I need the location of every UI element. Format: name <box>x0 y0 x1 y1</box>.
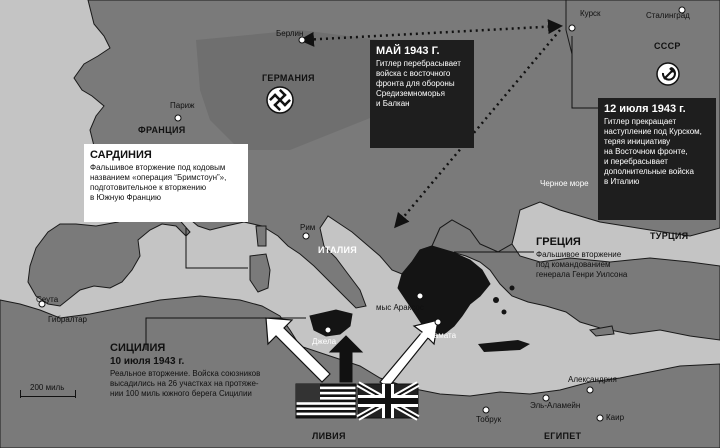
city-label-kursk: Курск <box>580 9 601 18</box>
city-label-paris: Париж <box>170 101 195 110</box>
callout-sardinia-title: САРДИНИЯ <box>90 149 152 161</box>
callout-sardinia-text: Фальшивое вторжение под кодовым названием «операция “Бримстоун”», подготовительное к вторжению в Южную Францию <box>90 163 227 202</box>
callout-sicily-text: Реальное вторжение. Войска союзников высадились на 26 участках на протяже- нии 100 миль южного берега Сицилии <box>110 369 261 398</box>
city-label-gela: Джела <box>312 337 337 346</box>
uk-flag-icon <box>358 384 418 418</box>
city-label-kalamata: Каламата <box>420 331 457 340</box>
city-label-tobruk: Тобрук <box>476 415 502 424</box>
hammer-sickle-icon <box>657 63 679 85</box>
swastika-icon <box>267 87 293 113</box>
city-label-berlin: Берлин <box>276 29 304 38</box>
country-label-italy: ИТАЛИЯ <box>318 245 358 255</box>
country-label-libya: ЛИВИЯ <box>312 431 346 441</box>
callout-sardinia <box>84 144 248 222</box>
scale-line <box>20 396 76 397</box>
country-label-ussr: СССР <box>654 41 681 51</box>
scale-tick-left <box>20 390 21 398</box>
city-marker-kursk <box>569 25 575 31</box>
city-marker-kalamata <box>435 319 441 325</box>
aegean-island <box>510 286 515 291</box>
callout-july12-title: 12 июля 1943 г. <box>604 103 686 115</box>
country-label-germany: ГЕРМАНИЯ <box>262 73 315 83</box>
city-marker-cairo <box>597 415 603 421</box>
city-label-ceuta: Сеута <box>36 295 59 304</box>
city-label-cairo: Каир <box>606 413 625 422</box>
callout-greece <box>536 236 658 280</box>
corsica-island <box>256 226 266 246</box>
callout-may-text: Гитлер перебрасывает войска с восточного фронта для обороны Средиземноморья и Балкан <box>376 59 461 108</box>
callout-sicily <box>110 342 278 399</box>
country-label-turkey: ТУРЦИЯ <box>650 231 689 241</box>
callout-may-title: МАЙ 1943 Г. <box>376 45 440 57</box>
city-label-araxos: мыс Араксос <box>376 303 424 312</box>
callout-greece-text: Фальшивое вторжение под командованием генерала Генри Уилсона <box>536 250 628 279</box>
city-marker-paris <box>175 115 181 121</box>
city-marker-rome <box>303 233 309 239</box>
sea-label-black-sea: Черное море <box>540 179 589 188</box>
callout-july12-text: Гитлер прекращает наступление под Курском, теряя инициативу на Восточном фронте, и перебрасывает дополнительные войска в Италию <box>604 117 702 186</box>
callout-may-1943 <box>370 40 474 148</box>
us-flag-icon <box>296 384 356 418</box>
callout-july-12-1943 <box>598 98 716 220</box>
city-label-alexandria: Александрия <box>568 375 617 384</box>
city-marker-gela <box>325 327 331 333</box>
city-label-stalingrad: Сталинград <box>646 11 690 20</box>
country-label-france: ФРАНЦИЯ <box>138 125 186 135</box>
city-label-rome: Рим <box>300 223 316 232</box>
callout-sicily-title: СИЦИЛИЯ <box>110 342 166 354</box>
aegean-island <box>493 297 499 303</box>
callout-sicily-date: 10 июля 1943 г. <box>110 356 185 367</box>
aegean-island <box>502 310 507 315</box>
city-marker-alexandria <box>587 387 593 393</box>
city-label-gibraltar: Гибралтар <box>48 315 87 324</box>
scale-label: 200 миль <box>30 383 65 392</box>
city-marker-araxos <box>417 293 423 299</box>
city-marker-tobruk <box>483 407 489 413</box>
country-label-egypt: ЕГИПЕТ <box>544 431 582 441</box>
scale-tick-right <box>75 390 76 398</box>
city-label-el-alamein: Эль-Аламейн <box>530 401 581 410</box>
scale-bar <box>20 384 76 402</box>
callout-greece-title: ГРЕЦИЯ <box>536 236 581 248</box>
